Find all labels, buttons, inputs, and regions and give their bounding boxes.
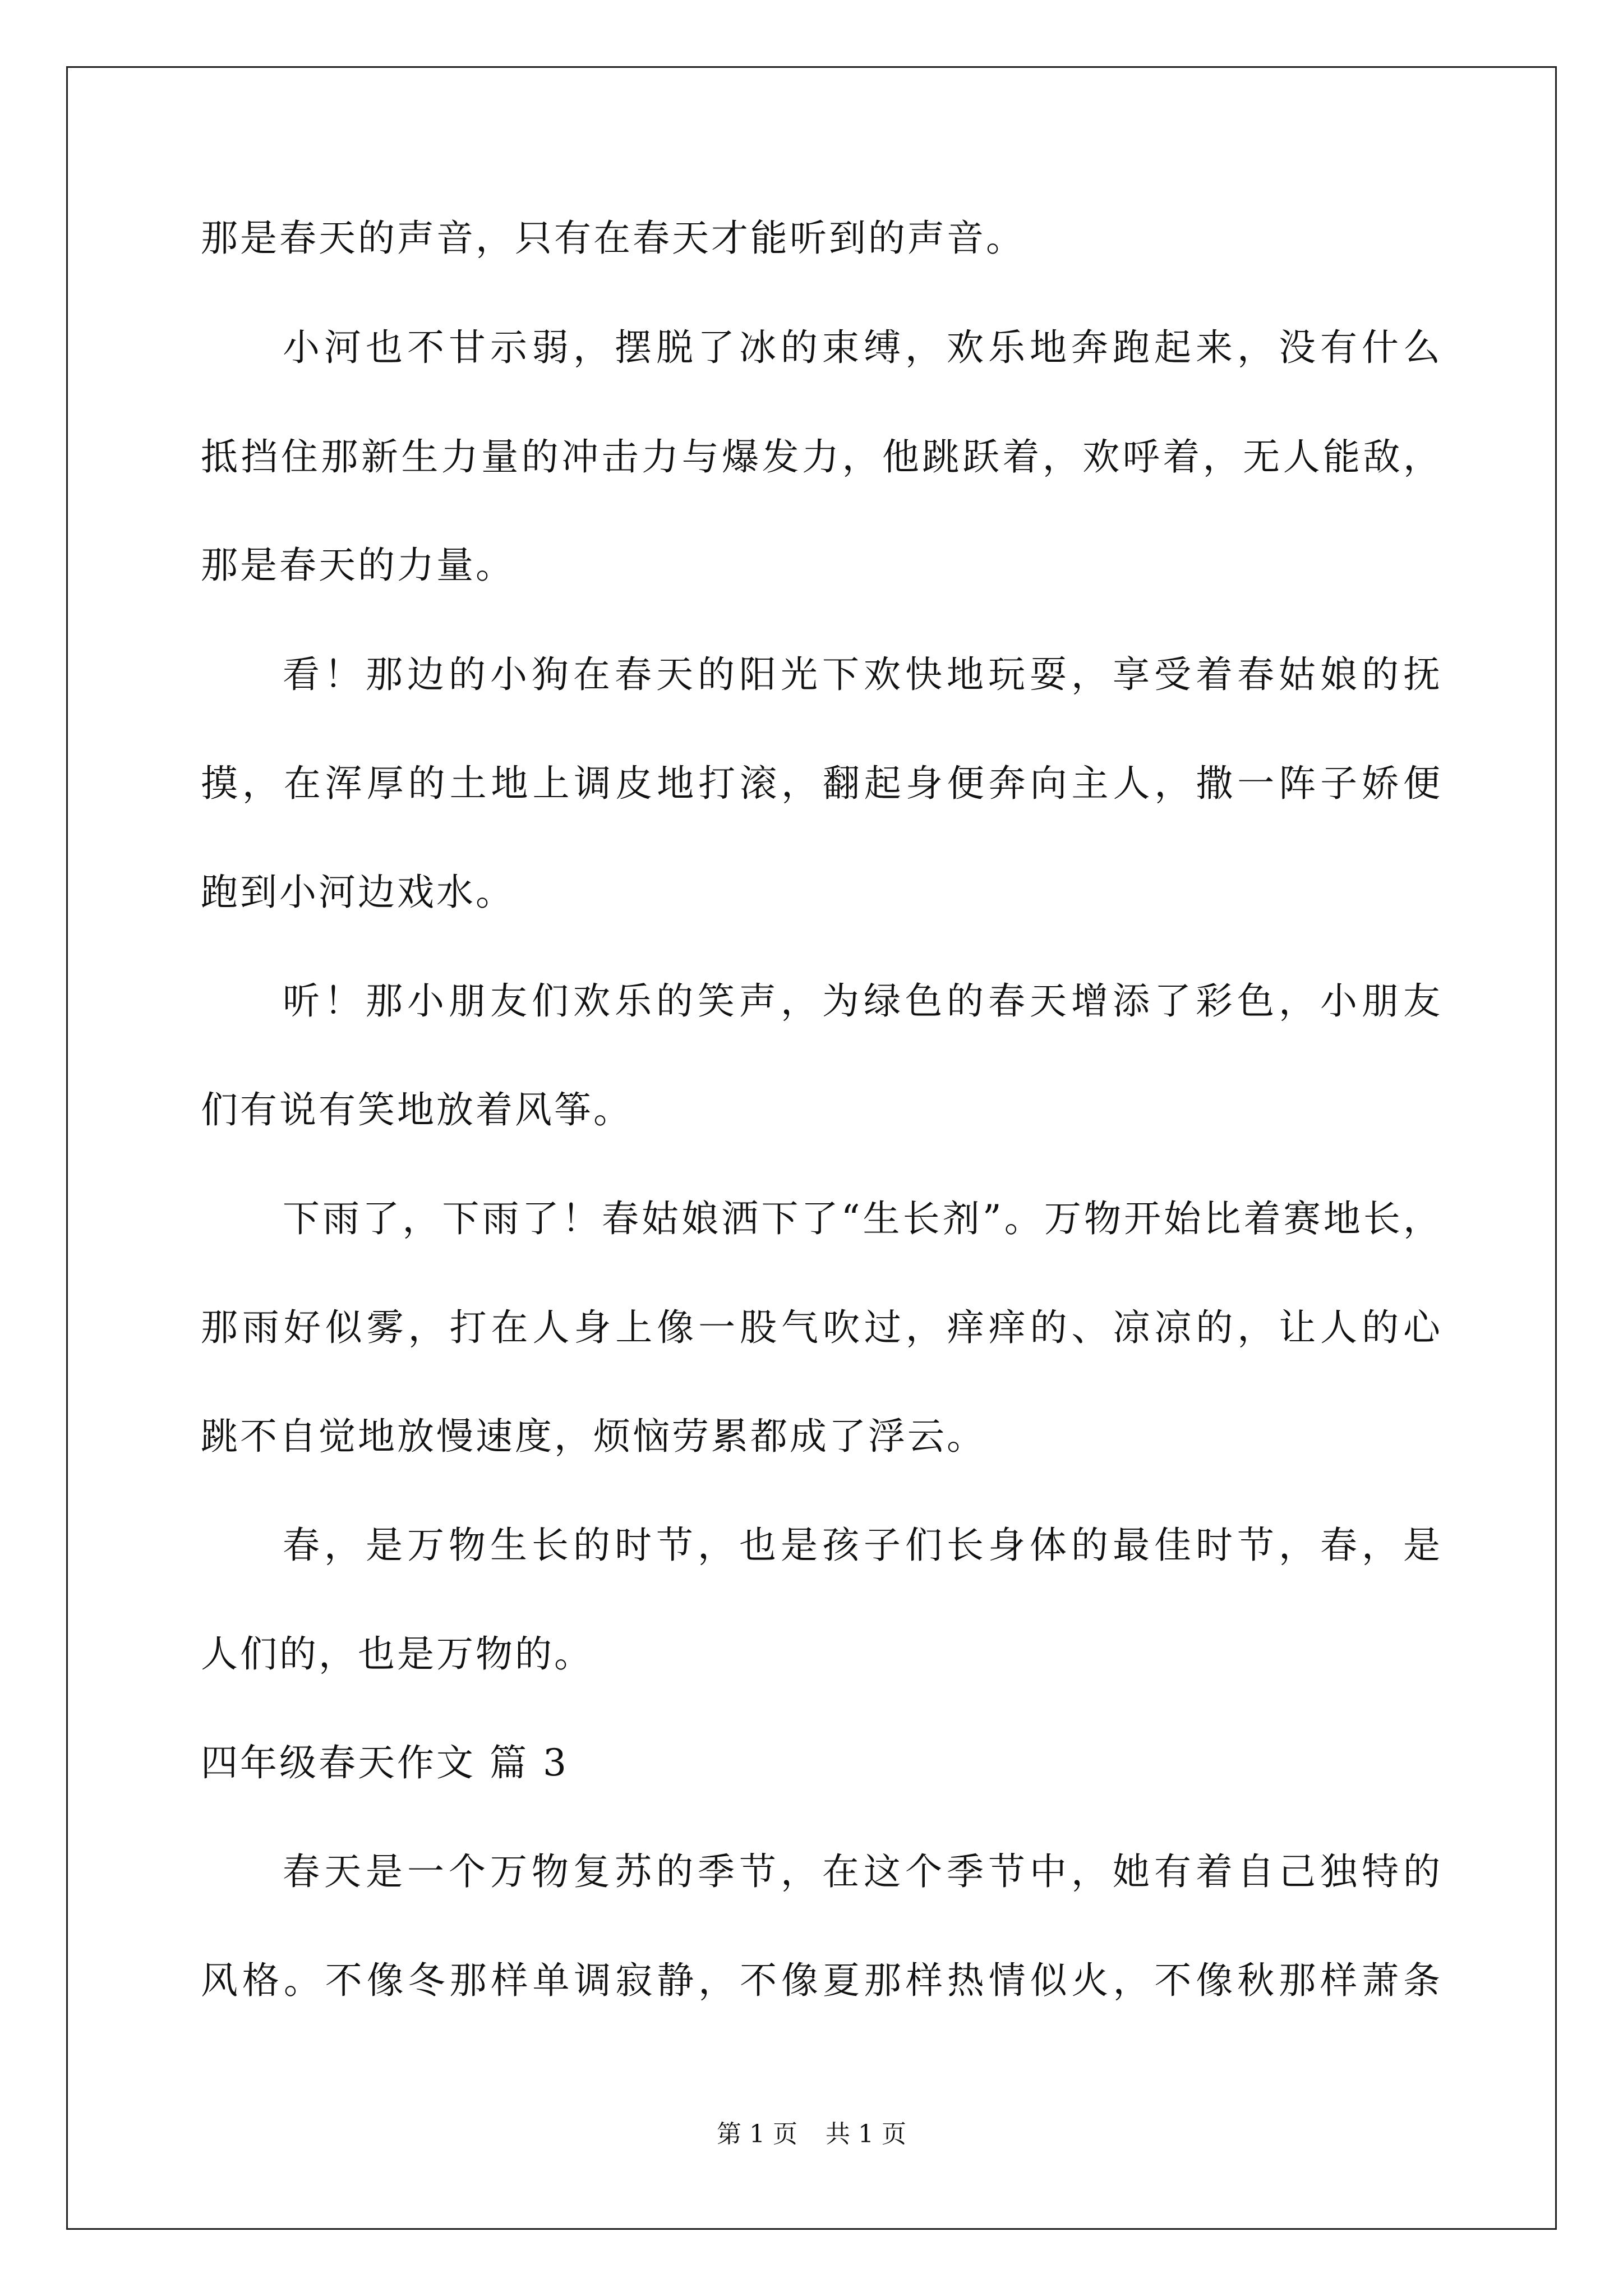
text-line: 听！那小朋友们欢乐的笑声，为绿色的春天增添了彩色，小朋友 xyxy=(283,979,1440,1023)
text-line: 春，是万物生长的时节，也是孩子们长身体的最佳时节，春，是 xyxy=(283,1524,1440,1567)
page-total: 共 1 页 xyxy=(826,2120,906,2148)
text-line: 看！那边的小狗在春天的阳光下欢快地玩耍，享受着春姑娘的抚 xyxy=(283,653,1440,696)
text-line: 跳不自觉地放慢速度，烦恼劳累都成了浮云。 xyxy=(201,1415,986,1458)
text-line: 那是春天的声音，只有在春天才能听到的声音。 xyxy=(201,217,1025,260)
text-line: 人们的，也是万物的。 xyxy=(201,1632,593,1676)
text-line: 们有说有笑地放着风筝。 xyxy=(201,1088,633,1131)
text-line: 跑到小河边戏水。 xyxy=(201,871,515,914)
page-footer xyxy=(0,2118,1623,2151)
section-heading: 四年级春天作文 篇 3 xyxy=(201,1741,569,1784)
text-line: 春天是一个万物复苏的季节，在这个季节中，她有着自己独特的 xyxy=(283,1850,1440,1893)
text-line: 抵挡住那新生力量的冲击力与爆发力，他跳跃着，欢呼着，无人能敌， xyxy=(201,435,1440,478)
text-line: 那是春天的力量。 xyxy=(201,544,515,587)
text-line: 小河也不甘示弱，摆脱了冰的束缚，欢乐地奔跑起来，没有什么 xyxy=(283,326,1440,369)
page-number: 第 1 页 xyxy=(717,2120,797,2148)
text-line: 摸，在浑厚的土地上调皮地打滚，翻起身便奔向主人，撒一阵子娇便 xyxy=(201,762,1440,805)
text-line: 那雨好似雾，打在人身上像一股气吹过，痒痒的、凉凉的，让人的心 xyxy=(201,1306,1440,1349)
text-line: 风格。不像冬那样单调寂静，不像夏那样热情似火，不像秋那样萧条 xyxy=(201,1959,1440,2002)
text-line: 下雨了，下雨了！春姑娘洒下了“生长剂”。万物开始比着赛地长， xyxy=(283,1197,1440,1240)
